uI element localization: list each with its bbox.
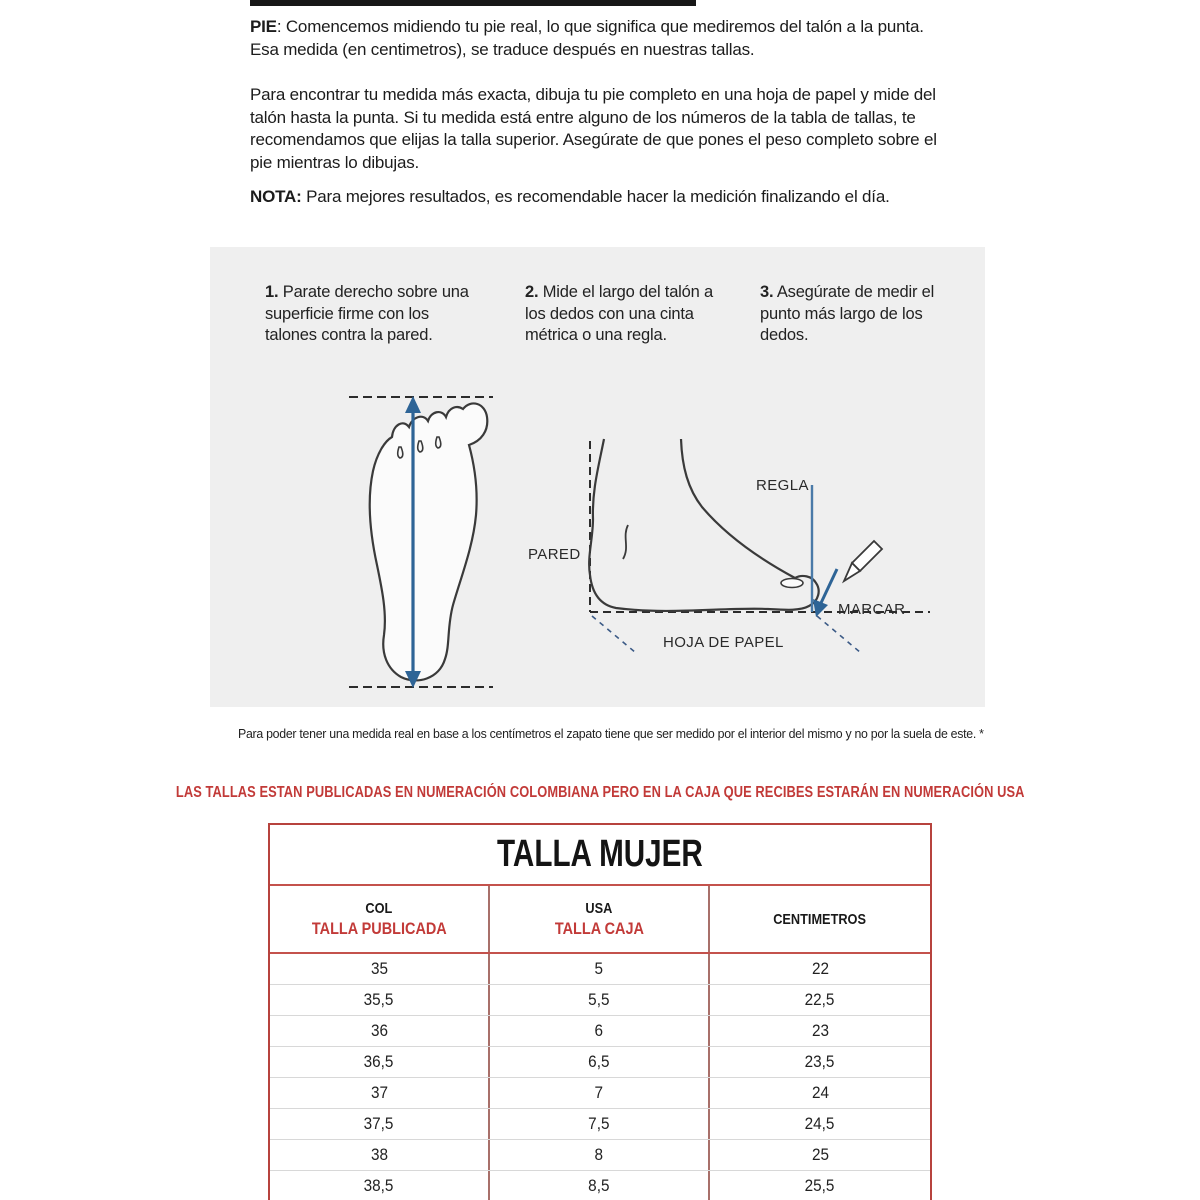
pie-label: PIE bbox=[250, 17, 277, 36]
cell-value: 36,5 bbox=[364, 1052, 394, 1071]
column-header-line2: TALLA CAJA bbox=[554, 918, 644, 938]
cell-value: 6 bbox=[594, 1021, 604, 1040]
table-cell-col bbox=[270, 954, 490, 984]
table-cell-col bbox=[270, 1171, 490, 1200]
table-cell-usa bbox=[490, 1171, 710, 1200]
table-cell-col bbox=[270, 1078, 490, 1108]
cell-value: 5,5 bbox=[588, 990, 610, 1009]
table-cell-usa bbox=[490, 1078, 710, 1108]
table-cell-col bbox=[270, 1047, 490, 1077]
cell-value: 22 bbox=[811, 959, 829, 978]
cell-value: 7,5 bbox=[588, 1114, 610, 1133]
table-cell-usa bbox=[490, 985, 710, 1015]
cell-value: 6,5 bbox=[588, 1052, 610, 1071]
column-header-line1: USA bbox=[585, 899, 613, 917]
table-row bbox=[270, 1139, 930, 1170]
table-cell-cm bbox=[710, 1140, 930, 1170]
cell-value: 8,5 bbox=[588, 1176, 610, 1195]
table-cell-cm bbox=[710, 1109, 930, 1139]
sizing-notice bbox=[0, 784, 1200, 802]
intro-paragraph-foot bbox=[250, 16, 944, 61]
foot-sole-illustration bbox=[335, 387, 505, 699]
step-text: Parate derecho sobre una superficie firme con los talones contra la pared. bbox=[265, 283, 469, 344]
column-header-col bbox=[270, 886, 490, 952]
column-header-centimetros bbox=[710, 886, 930, 952]
intro-paragraph-measure: Para encontrar tu medida más exacta, dibuja tu pie completo en una hoja de papel y mide del talón hasta la punta. Si tu medida está entre alguno de los números de la tabla de tallas, te recomendamos que elijas la talla superior. Asegúrate de que pones el peso completo sobre el pie mientras lo dibujas. bbox=[250, 85, 937, 172]
paper-perspective-line-right bbox=[817, 616, 861, 653]
column-header-line1: CENTIMETROS bbox=[773, 910, 867, 928]
cell-value: 23,5 bbox=[805, 1052, 835, 1071]
label-marcar: MARCAR bbox=[838, 601, 906, 618]
size-table-title: TALLA MUJER bbox=[497, 833, 703, 875]
marcar-arrow bbox=[821, 569, 837, 603]
column-header-line2: TALLA PUBLICADA bbox=[311, 918, 447, 938]
table-row bbox=[270, 1108, 930, 1139]
cell-value: 38 bbox=[370, 1145, 388, 1164]
toenail bbox=[781, 579, 803, 588]
table-cell-usa bbox=[490, 1047, 710, 1077]
table-row bbox=[270, 1015, 930, 1046]
cell-value: 35,5 bbox=[364, 990, 394, 1009]
cell-value: 37,5 bbox=[364, 1114, 394, 1133]
step-text: Mide el largo del talón a los dedos con una cinta métrica o una regla. bbox=[525, 283, 713, 344]
label-regla: REGLA bbox=[756, 477, 809, 494]
nota-paragraph bbox=[250, 186, 944, 209]
nota-text: Para mejores resultados, es recomendable hacer la medición finalizando el día. bbox=[301, 187, 890, 206]
cell-value: 7 bbox=[594, 1083, 604, 1102]
table-cell-col bbox=[270, 985, 490, 1015]
column-header-line1: COL bbox=[365, 899, 393, 917]
cell-value: 5 bbox=[594, 959, 604, 978]
cell-value: 37 bbox=[370, 1083, 388, 1102]
step-item-3 bbox=[760, 282, 940, 347]
table-row bbox=[270, 1170, 930, 1200]
size-table-header-row bbox=[270, 886, 930, 954]
cell-value: 23 bbox=[811, 1021, 829, 1040]
arrowhead-up bbox=[405, 396, 421, 413]
table-cell-cm bbox=[710, 1171, 930, 1200]
table-row bbox=[270, 1077, 930, 1108]
size-table-title-row bbox=[270, 825, 930, 886]
table-row bbox=[270, 954, 930, 984]
table-cell-cm bbox=[710, 1078, 930, 1108]
table-cell-cm bbox=[710, 1047, 930, 1077]
cell-value: 24,5 bbox=[805, 1114, 835, 1133]
step-item-2 bbox=[525, 282, 721, 347]
table-cell-usa bbox=[490, 954, 710, 984]
foot-sole-outline bbox=[370, 403, 488, 680]
table-cell-cm bbox=[710, 954, 930, 984]
table-cell-col bbox=[270, 1109, 490, 1139]
label-pared: PARED bbox=[528, 546, 581, 563]
step-number: 3. bbox=[760, 283, 774, 301]
label-hoja-de-papel: HOJA DE PAPEL bbox=[663, 634, 784, 651]
table-cell-col bbox=[270, 1016, 490, 1046]
table-cell-cm bbox=[710, 1016, 930, 1046]
ankle-crease bbox=[623, 525, 628, 559]
step-item-1 bbox=[265, 282, 473, 347]
column-header-usa bbox=[490, 886, 710, 952]
step-text: Asegúrate de medir el punto más largo de los dedos. bbox=[760, 283, 935, 344]
step-number: 1. bbox=[265, 283, 279, 301]
spacer bbox=[210, 247, 211, 248]
cell-value: 8 bbox=[594, 1145, 604, 1164]
pie-text: : Comencemos midiendo tu pie real, lo que significa que mediremos del talón a la punta. Esa medida (en centimetros), se traduce después en nuestras tallas. bbox=[250, 17, 924, 59]
cell-value: 25 bbox=[811, 1145, 829, 1164]
instructions-panel bbox=[210, 247, 985, 707]
nota-label: NOTA: bbox=[250, 187, 302, 206]
table-cell-col bbox=[270, 1140, 490, 1170]
size-table bbox=[268, 823, 932, 1200]
paper-perspective-line-left bbox=[592, 616, 636, 653]
table-cell-usa bbox=[490, 1140, 710, 1170]
sizing-notice-text: LAS TALLAS ESTAN PUBLICADAS EN NUMERACIÓN COLOMBIANA PERO EN LA CAJA QUE RECIBES ESTARÁN EN NUMERACIÓN USA bbox=[175, 784, 1025, 801]
table-row bbox=[270, 1046, 930, 1077]
table-cell-cm bbox=[710, 985, 930, 1015]
table-cell-usa bbox=[490, 1016, 710, 1046]
cell-value: 38,5 bbox=[364, 1176, 394, 1195]
table-cell-usa bbox=[490, 1109, 710, 1139]
measurement-footnote: Para poder tener una medida real en base a los centímetros el zapato tiene que ser medido por el interior del mismo y no por la suela de este. * bbox=[238, 726, 984, 741]
cell-value: 22,5 bbox=[805, 990, 835, 1009]
cell-value: 35 bbox=[370, 959, 388, 978]
cell-value: 36 bbox=[370, 1021, 388, 1040]
cell-value: 25,5 bbox=[805, 1176, 835, 1195]
cell-value: 24 bbox=[811, 1083, 829, 1102]
step-number: 2. bbox=[525, 283, 539, 301]
cropped-header-bar bbox=[250, 0, 696, 6]
table-row bbox=[270, 984, 930, 1015]
